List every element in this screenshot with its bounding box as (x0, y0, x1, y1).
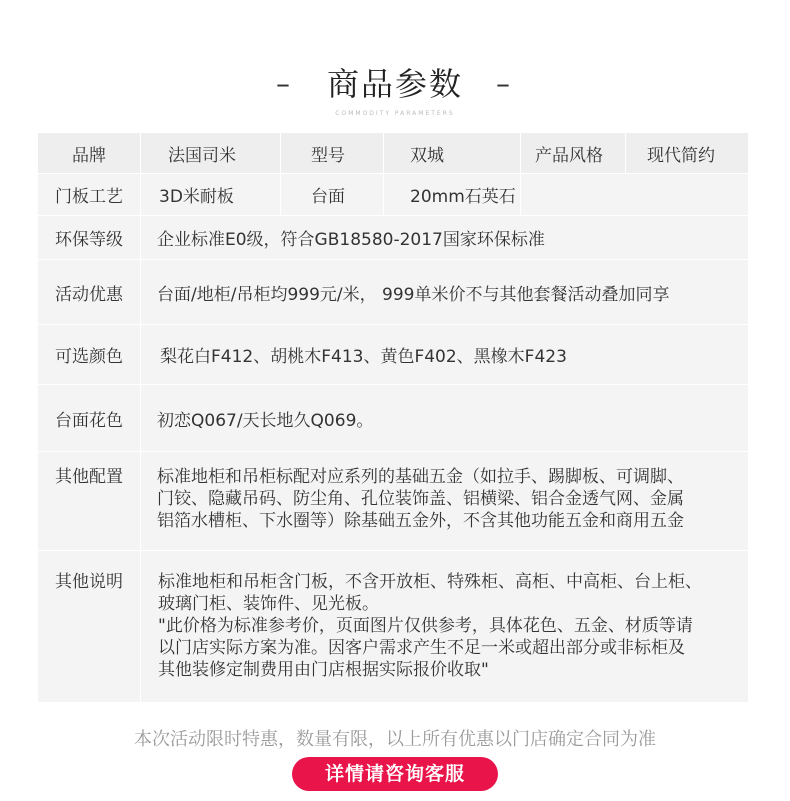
promo-label: 活动优惠 (55, 284, 123, 305)
brand-label: 品牌 (72, 145, 106, 166)
notes-line: 玻璃门柜、装饰件、见光板。 (158, 594, 379, 614)
parameters-table (38, 133, 748, 702)
config-line: 标准地柜和吊柜标配对应系列的基础五金（如拉手、踢脚板、可调脚、 (157, 467, 684, 487)
divider (140, 551, 141, 702)
eco-label: 环保等级 (55, 230, 123, 250)
config-value (157, 452, 684, 564)
divider (140, 385, 141, 451)
divider (140, 260, 141, 324)
notes-line: 以门店实际方案为准。因客户需求产生不足一米或超出部分或非标柜及 (158, 638, 685, 658)
notes-value (158, 551, 702, 722)
divider (280, 174, 281, 215)
config-label: 其他配置 (55, 467, 123, 487)
divider (140, 174, 141, 215)
title-dash-right: – (496, 67, 510, 100)
model-value: 双城 (410, 145, 444, 166)
model-label: 型号 (311, 145, 345, 166)
divider (140, 133, 141, 173)
notes-label: 其他说明 (55, 572, 123, 592)
table-row-config (38, 452, 748, 550)
divider (280, 133, 281, 173)
colors-label: 可选颜色 (55, 347, 123, 367)
config-line: 门铰、隐藏吊码、防尘角、孔位装饰盖、铝横梁、铝合金透气网、金属 (157, 489, 684, 509)
divider (383, 174, 384, 215)
config-line: 铝箔水槽柜、下水圈等）除基础五金外，不含其他功能五金和商用五金 (157, 511, 684, 531)
divider (140, 325, 141, 384)
style-value: 现代简约 (647, 145, 715, 166)
table-row-promo (38, 260, 748, 324)
divider (625, 133, 626, 173)
counter-color-value: 初恋Q067/天长地久Q069。 (157, 410, 374, 431)
notes-line: 其他装修定制费用由门店根据实际报价收取" (158, 660, 489, 680)
notes-line: "此价格为标准参考价，页面图片仅供参考，具体花色、五金、材质等请 (158, 616, 693, 636)
door-label: 门板工艺 (55, 187, 123, 207)
table-row-colors (38, 325, 748, 384)
counter-label: 台面 (311, 187, 345, 207)
eco-value: 企业标准E0级，符合GB18580-2017国家环保标准 (157, 230, 545, 250)
door-value: 3D米耐板 (159, 187, 234, 207)
contact-service-button[interactable]: 详情请咨询客服 (292, 757, 498, 791)
page-title: 商品参数 (326, 65, 463, 103)
divider (140, 216, 141, 259)
table-row-brand (38, 133, 748, 173)
table-row-counter-color (38, 385, 748, 451)
table-row-eco (38, 216, 748, 259)
divider (140, 452, 141, 550)
divider (520, 133, 521, 173)
section-header (0, 60, 790, 120)
promo-value: 台面/地柜/吊柜均999元/米， 999单米价不与其他套餐活动叠加同享 (157, 284, 670, 305)
counter-value: 20mm石英石 (410, 187, 516, 207)
divider (520, 174, 521, 215)
brand-value: 法国司米 (168, 145, 236, 166)
divider (383, 133, 384, 173)
notes-line: 标准地柜和吊柜含门板，不含开放柜、特殊柜、高柜、中高柜、台上柜、 (158, 572, 702, 592)
title-dash-left: – (276, 67, 290, 100)
table-row-door (38, 174, 748, 215)
footer-note: 本次活动限时特惠，数量有限，以上所有优惠以门店确定合同为准 (134, 729, 656, 750)
colors-value: 梨花白F412、胡桃木F413、黄色F402、黑橡木F423 (160, 347, 567, 367)
table-row-notes (38, 551, 748, 702)
style-label: 产品风格 (535, 145, 603, 166)
counter-color-label: 台面花色 (55, 410, 123, 431)
page-subtitle: COMMODITY PARAMETERS (335, 110, 455, 117)
